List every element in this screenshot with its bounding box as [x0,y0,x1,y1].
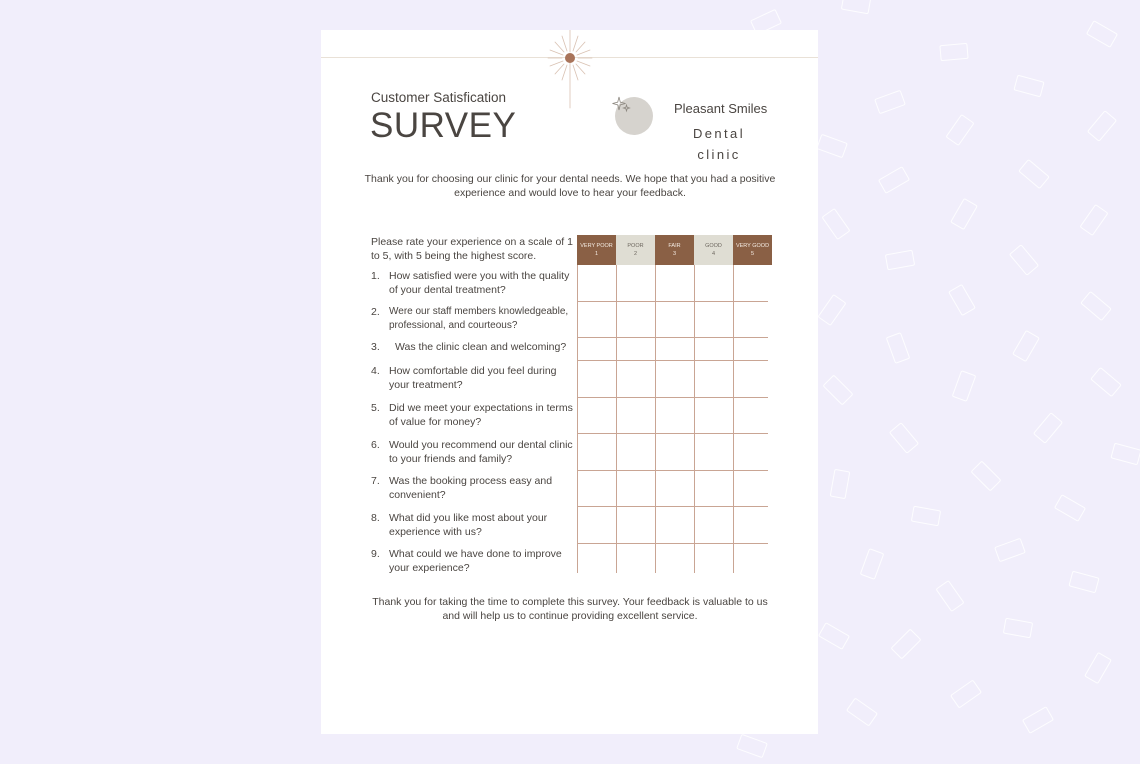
grid-line [733,265,734,573]
clinic-subtitle: Dental clinic [693,126,745,162]
background-dash [952,370,977,402]
grid-line [577,470,768,471]
background-dash [1018,159,1050,189]
question-text: What could we have done to improve your experience? [389,548,562,574]
rating-label: VERY POOR [580,243,613,249]
question-number: 7. [371,475,380,487]
question-number: 1. [371,270,380,282]
background-dash [1110,443,1140,466]
question-text: Was the clinic clean and welcoming? [395,341,567,353]
grid-line [616,265,617,573]
rating-label: VERY GOOD [735,243,770,249]
background-dash [939,43,968,61]
grid-line [577,397,768,398]
grid-line [577,360,768,361]
question-item [371,511,577,539]
rating-number: 5 [750,250,755,257]
background-dash [822,374,853,405]
question-item [371,269,577,297]
rating-header-3 [655,235,694,265]
background-dash [889,422,919,454]
background-dash [945,114,974,146]
background-dash [1013,75,1044,98]
question-item [371,305,577,333]
background-dash [1012,330,1040,362]
background-dash [890,628,921,659]
question-item [371,474,577,502]
background-dash [1087,110,1117,142]
question-number: 8. [371,512,380,524]
question-text: Was the booking process easy and convenient? [389,475,553,501]
rating-label: POOR [627,243,644,249]
background-dash [1022,706,1054,734]
grid-line [655,265,656,573]
question-item [371,547,577,575]
question-text: What did you like most about your experience with us? [389,512,548,538]
survey-page [321,30,818,734]
background-dash [1033,412,1063,444]
grid-line [577,506,768,507]
rating-label: GOOD [705,243,722,249]
rating-label: FAIR [668,243,681,249]
sunburst-ornament-icon [535,30,605,110]
background-dash [994,538,1026,563]
rating-header-2 [616,235,655,265]
background-dash [886,332,911,364]
question-number: 5. [371,402,380,414]
grid-line [694,265,695,573]
background-dash [860,548,885,580]
intro-text: Thank you for choosing our clinic for your dental needs. We hope that you had a positive experience and would love to hear your feedback. [364,173,776,199]
background-dash [841,0,871,14]
background-dash [1086,20,1118,48]
background-dash [736,734,768,759]
rating-header-4 [694,235,733,265]
background-dash [817,294,846,326]
background-dash [830,469,851,499]
question-number: 4. [371,365,380,377]
question-number: 2. [371,306,380,318]
background-dash [1054,494,1086,522]
rating-number: 3 [672,250,677,257]
background-dash [874,90,906,115]
question-number: 6. [371,439,380,451]
background-dash [1090,367,1122,397]
rating-number: 2 [633,250,638,257]
outro-text: Thank you for taking the time to complete this survey. Your feedback is valuable to us and will help us to continue providing excellent service. [372,596,768,622]
question-item [371,364,577,392]
question-item [371,340,577,354]
grid-line [577,301,768,302]
background-dash [935,580,964,612]
question-text: Did we meet your expectations in terms of value for money? [389,402,573,428]
background-dash [821,208,850,240]
background-dash [970,460,1001,491]
survey-subtitle: Customer Satisfication [371,90,507,105]
rating-header-5 [733,235,772,265]
grid-line [577,337,768,338]
question-item [371,401,577,429]
question-item [371,438,577,466]
rating-header-1 [577,235,616,265]
question-number: 3. [371,341,380,353]
grid-line [577,433,768,434]
survey-title: SURVEY [370,106,517,145]
background-dash [1079,204,1108,236]
question-text: How comfortable did you feel during your treatment? [389,365,557,391]
question-number: 9. [371,548,380,560]
background-dash [1009,244,1039,276]
grid-line [577,265,578,573]
rating-number: 4 [711,250,716,257]
background-dash [1068,571,1099,594]
background-dash [846,697,878,726]
background-dash [1080,291,1112,321]
clinic-name: Pleasant Smiles [674,101,768,116]
rating-number: 1 [594,250,599,257]
background-dash [816,134,848,159]
background-dash [885,250,915,271]
background-dash [948,284,976,316]
background-dash [878,166,910,194]
question-text: Would you recommend our dental clinic to your friends and family? [389,439,573,465]
background-dash [950,198,978,230]
question-text: Were our staff members knowledgeable, professional, and courteous? [389,306,569,331]
grid-line [577,543,768,544]
rating-instruction: Please rate your experience on a scale of 1 to 5, with 5 being the highest score. [371,236,573,262]
background-dash [818,622,850,650]
background-dash [911,506,941,527]
background-dash [1003,618,1033,639]
background-dash [1084,652,1112,684]
sparkle-icon [611,94,633,116]
background-dash [950,679,982,708]
question-text: How satisfied were you with the quality of your dental treatment? [389,270,570,296]
